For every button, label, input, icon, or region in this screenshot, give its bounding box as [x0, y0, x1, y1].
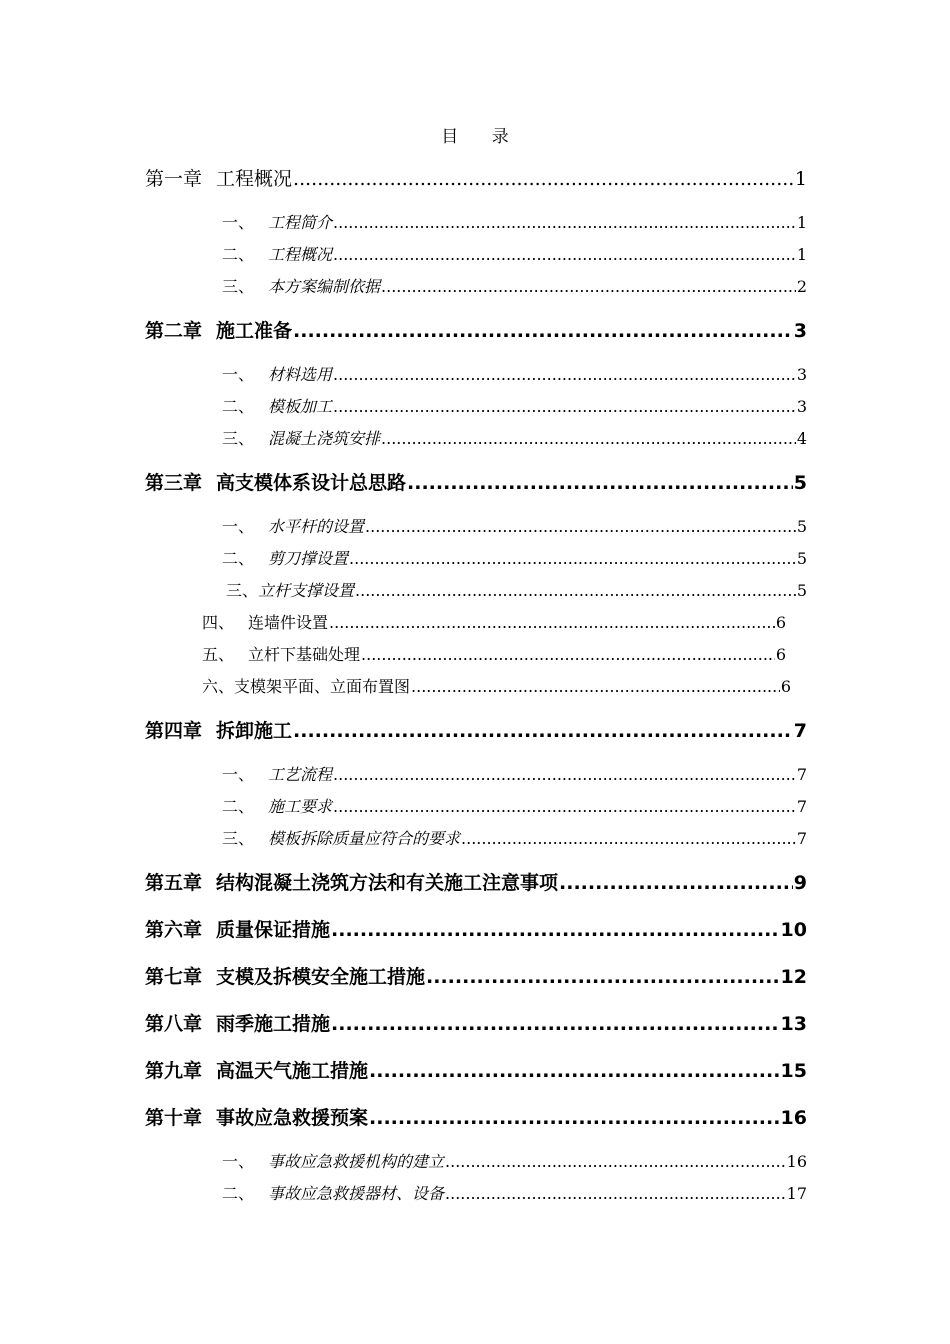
- toc-title: 目 录: [441, 127, 523, 147]
- toc-entry-number: 第五章: [145, 872, 203, 894]
- dot-leader: [461, 829, 796, 848]
- toc-entry-label: 立杆下基础处理: [248, 645, 361, 664]
- toc-entry-chapter-10[interactable]: [145, 1103, 807, 1130]
- toc-entry-label: 事故应急救援机构的建立: [268, 1152, 445, 1171]
- toc-entry-number: 二、: [222, 1184, 255, 1203]
- dot-leader: [331, 919, 780, 941]
- dot-leader: [293, 168, 794, 190]
- toc-entry-section[interactable]: [202, 674, 791, 697]
- toc-entry-page: 10: [780, 919, 807, 941]
- toc-entry-page: 1: [796, 213, 807, 232]
- toc-entry-number: 第七章: [145, 966, 203, 988]
- toc-entry-section[interactable]: [222, 514, 807, 537]
- toc-entry-page: 6: [775, 613, 786, 632]
- toc-entry-page: 3: [796, 397, 807, 416]
- dot-leader: [329, 613, 775, 632]
- toc-entry-number: 三、: [226, 581, 259, 600]
- toc-entry-section[interactable]: [202, 610, 786, 633]
- toc-entry-page: 3: [796, 365, 807, 384]
- toc-entry-label: 支模架平面、立面布置图: [234, 677, 411, 696]
- dot-leader: [369, 1107, 780, 1129]
- toc-entry-label: 高温天气施工措施: [216, 1060, 369, 1082]
- toc-entry-number: 五、: [202, 645, 235, 664]
- toc-entry-number: 第八章: [145, 1013, 203, 1035]
- toc-entry-number: 三、: [222, 829, 255, 848]
- toc-entry-number: 三、: [222, 277, 255, 296]
- toc-entry-page: 6: [775, 645, 786, 664]
- toc-entry-page: 7: [793, 720, 807, 742]
- toc-entry-page: 1: [794, 168, 807, 190]
- dot-leader: [411, 677, 780, 696]
- dot-leader: [333, 245, 796, 264]
- toc-entry-label: 模板拆除质量应符合的要求: [268, 829, 461, 848]
- toc-entry-section[interactable]: [222, 242, 807, 265]
- toc-entry-label: 施工准备: [216, 320, 293, 342]
- toc-entry-number: 第一章: [145, 168, 203, 190]
- toc-entry-section[interactable]: [222, 826, 807, 849]
- toc-entry-page: 17: [786, 1184, 807, 1203]
- toc-entry-number: 二、: [222, 245, 255, 264]
- toc-entry-page: 13: [780, 1013, 807, 1035]
- toc-entry-section[interactable]: [222, 210, 807, 233]
- toc-entry-section[interactable]: [222, 546, 807, 569]
- toc-entry-page: 5: [796, 549, 807, 568]
- toc-entry-page: 7: [796, 765, 807, 784]
- toc-entry-chapter-6[interactable]: [145, 915, 807, 942]
- toc-entry-section[interactable]: [222, 426, 807, 449]
- dot-leader: [559, 872, 793, 894]
- dot-leader: [361, 645, 775, 664]
- toc-entry-label: 剪刀撑设置: [268, 549, 349, 568]
- toc-entry-number: 第二章: [145, 320, 203, 342]
- toc-entry-number: 一、: [222, 765, 255, 784]
- toc-entry-label: 拆卸施工: [216, 720, 293, 742]
- toc-entry-label: 工程概况: [216, 168, 293, 190]
- dot-leader: [381, 277, 796, 296]
- toc-entry-section[interactable]: [222, 794, 807, 817]
- dot-leader: [333, 213, 796, 232]
- toc-entry-number: 第六章: [145, 919, 203, 941]
- toc-entry-page: 7: [796, 829, 807, 848]
- toc-entry-number: 第十章: [145, 1107, 203, 1129]
- dot-leader: [355, 581, 796, 600]
- toc-entry-section[interactable]: [222, 762, 807, 785]
- toc-entry-number: 三、: [222, 429, 255, 448]
- toc-entry-label: 质量保证措施: [216, 919, 331, 941]
- dot-leader: [293, 320, 793, 342]
- toc-entry-chapter-4[interactable]: [145, 716, 807, 743]
- toc-entry-chapter-3[interactable]: [145, 468, 807, 495]
- toc-entry-page: 5: [793, 472, 807, 494]
- toc-entry-label: 水平杆的设置: [268, 517, 365, 536]
- toc-entry-section[interactable]: [222, 1149, 807, 1172]
- toc-entry-page: 4: [796, 429, 807, 448]
- toc-entry-section[interactable]: [222, 274, 807, 297]
- toc-entry-section[interactable]: [226, 578, 807, 601]
- toc-entry-section[interactable]: [222, 1181, 807, 1204]
- toc-entry-label: 事故应急救援器材、设备: [268, 1184, 445, 1203]
- toc-entry-number: 第三章: [145, 472, 203, 494]
- toc-entry-number: 一、: [222, 517, 255, 536]
- dot-leader: [333, 397, 796, 416]
- dot-leader: [333, 765, 796, 784]
- dot-leader: [333, 365, 796, 384]
- toc-entry-label: 本方案编制依据: [268, 277, 381, 296]
- toc-entry-page: 15: [780, 1060, 807, 1082]
- toc-entry-label: 事故应急救援预案: [216, 1107, 369, 1129]
- toc-entry-page: 16: [786, 1152, 807, 1171]
- toc-entry-page: 16: [780, 1107, 807, 1129]
- toc-entry-chapter-1[interactable]: [145, 164, 807, 191]
- toc-entry-section[interactable]: [222, 394, 807, 417]
- toc-entry-label: 混凝土浇筑安排: [268, 429, 381, 448]
- dot-leader: [349, 549, 796, 568]
- toc-entry-number: 第九章: [145, 1060, 203, 1082]
- toc-entry-number: 一、: [222, 213, 255, 232]
- dot-leader: [407, 472, 793, 494]
- toc-entry-page: 12: [780, 966, 807, 988]
- dot-leader: [369, 1060, 780, 1082]
- toc-entry-section[interactable]: [222, 362, 807, 385]
- toc-entry-page: 3: [793, 320, 807, 342]
- toc-entry-page: 9: [793, 872, 807, 894]
- toc-entry-page: 2: [796, 277, 807, 296]
- dot-leader: [293, 720, 793, 742]
- toc-entry-chapter-7[interactable]: [145, 962, 807, 989]
- toc-entry-number: 二、: [222, 549, 255, 568]
- toc-entry-label: 支模及拆模安全施工措施: [216, 966, 426, 988]
- toc-entry-page: 5: [796, 517, 807, 536]
- toc-entry-chapter-2[interactable]: [145, 316, 807, 343]
- toc-entry-label: 结构混凝土浇筑方法和有关施工注意事项: [216, 872, 559, 894]
- toc-entry-page: 7: [796, 797, 807, 816]
- toc-entry-section[interactable]: [202, 642, 786, 665]
- dot-leader: [445, 1152, 786, 1171]
- toc-entry-number: 二、: [222, 397, 255, 416]
- toc-entry-number: 一、: [222, 365, 255, 384]
- toc-entry-label: 施工要求: [268, 797, 333, 816]
- toc-entry-chapter-8[interactable]: [145, 1009, 807, 1036]
- toc-entry-chapter-9[interactable]: [145, 1056, 807, 1083]
- dot-leader: [331, 1013, 780, 1035]
- toc-entry-label: 连墙件设置: [248, 613, 329, 632]
- dot-leader: [445, 1184, 786, 1203]
- toc-entry-page: 1: [796, 245, 807, 264]
- toc-entry-label: 工程简介: [268, 213, 333, 232]
- toc-entry-label: 工艺流程: [268, 765, 333, 784]
- toc-entry-number: 第四章: [145, 720, 203, 742]
- toc-entry-page: 6: [780, 677, 791, 696]
- dot-leader: [333, 797, 796, 816]
- toc-entry-label: 材料选用: [268, 365, 333, 384]
- dot-leader: [365, 517, 796, 536]
- dot-leader: [381, 429, 796, 448]
- toc-entry-number: 六、: [202, 677, 235, 696]
- toc-entry-chapter-5[interactable]: [145, 868, 807, 895]
- toc-entry-number: 一、: [222, 1152, 255, 1171]
- toc-entry-page: 5: [796, 581, 807, 600]
- toc-entry-label: 模板加工: [268, 397, 333, 416]
- dot-leader: [426, 966, 780, 988]
- toc-entry-number: 二、: [222, 797, 255, 816]
- toc-entry-label: 工程概况: [268, 245, 333, 264]
- toc-entry-label: 雨季施工措施: [216, 1013, 331, 1035]
- toc-entry-label: 立杆支撑设置: [258, 581, 355, 600]
- toc-entry-label: 高支模体系设计总思路: [216, 472, 407, 494]
- toc-entry-number: 四、: [202, 613, 235, 632]
